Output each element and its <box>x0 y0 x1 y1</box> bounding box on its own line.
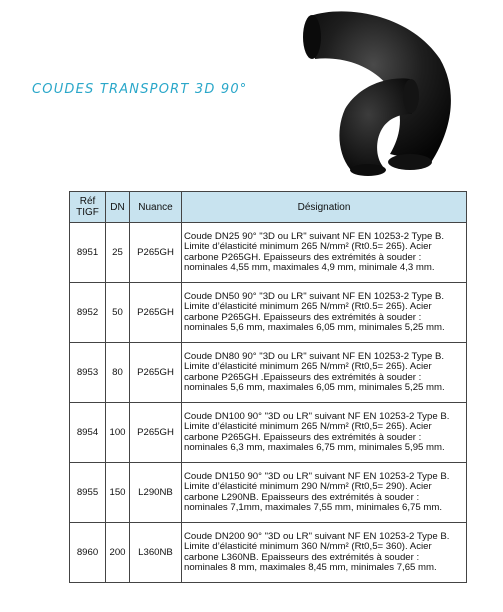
cell-designation: Coude DN150 90° "3D ou LR" suivant NF EN 10253-2 Type B. Limite d’élasticité minimum 290 N/mm² (Rt0,5= 290). Acier carbone L290NB. Epaisseurs des extrémités à souder : nominales 7,1mm, maximales 7,55 mm, minimales 6,75 mm. <box>182 463 467 523</box>
cell-dn: 50 <box>106 283 130 343</box>
cell-dn: 150 <box>106 463 130 523</box>
section-title: COUDES TRANSPORT 3D 90° <box>32 82 248 97</box>
cell-designation: Coude DN100 90° "3D ou LR" suivant NF EN 10253-2 Type B. Limite d’élasticité minimum 265 N/mm² (Rt0,5= 265). Acier carbone P265GH. Epaisseurs des extrémités à souder : nominales 6,3 mm, maximales 6,75 mm, minimales 5,95 mm. <box>182 403 467 463</box>
header-nuance: Nuance <box>130 192 182 223</box>
cell-nuance: L290NB <box>130 463 182 523</box>
cell-nuance: L360NB <box>130 523 182 583</box>
cell-dn: 80 <box>106 343 130 403</box>
table-row <box>70 223 467 283</box>
product-table <box>69 191 467 583</box>
cell-nuance: P265GH <box>130 223 182 283</box>
cell-ref: 8960 <box>70 523 106 583</box>
cell-ref: 8954 <box>70 403 106 463</box>
cell-nuance: P265GH <box>130 343 182 403</box>
table-header-row <box>70 192 467 223</box>
header-dn: DN <box>106 192 130 223</box>
cell-designation: Coude DN80 90° "3D ou LR" suivant NF EN 10253-2 Type B. Limite d’élasticité minimum 265 N/mm² (Rt0,5= 265). Acier carbone P265GH .Epaisseurs des extrémités à souder : nominales 5,6 mm, maximales 6,05 mm, minimales 5,25 mm. <box>182 343 467 403</box>
cell-nuance: P265GH <box>130 403 182 463</box>
cell-ref: 8953 <box>70 343 106 403</box>
cell-ref: 8951 <box>70 223 106 283</box>
cell-designation: Coude DN25 90° "3D ou LR" suivant NF EN 10253-2 Type B. Limite d’élasticité minimum 265 N/mm² (Rt0.5= 265). Acier carbone P265GH. Epaisseurs des extrémités à souder : nominales 4,55 mm, maximales 4,9 mm, minimale 4,3 mm. <box>182 223 467 283</box>
table-row <box>70 403 467 463</box>
cell-dn: 200 <box>106 523 130 583</box>
cell-ref: 8952 <box>70 283 106 343</box>
pipe-elbow-image <box>290 4 460 179</box>
header-ref: Réf TIGF <box>70 192 106 223</box>
cell-dn: 100 <box>106 403 130 463</box>
table-row <box>70 463 467 523</box>
cell-designation: Coude DN200 90° "3D ou LR" suivant NF EN 10253-2 Type B. Limite d’élasticité minimum 360 N/mm² (Rt0,5= 360). Acier carbone L360NB. Epaisseurs des extrémités à souder : nominales 8 mm, maximales 8,45 mm, minimales 7,65 mm. <box>182 523 467 583</box>
cell-dn: 25 <box>106 223 130 283</box>
cell-designation: Coude DN50 90° "3D ou LR" suivant NF EN 10253-2 Type B. Limite d’élasticité minimum 265 N/mm² (Rt0.5= 265). Acier carbone P265GH. Epaisseurs des extrémités à souder : nominales 5,6 mm, maximales 6,05 mm, minimales 5,25 mm. <box>182 283 467 343</box>
header-designation: Désignation <box>182 192 467 223</box>
table-row <box>70 343 467 403</box>
table-row <box>70 283 467 343</box>
cell-ref: 8955 <box>70 463 106 523</box>
table-row <box>70 523 467 583</box>
cell-nuance: P265GH <box>130 283 182 343</box>
